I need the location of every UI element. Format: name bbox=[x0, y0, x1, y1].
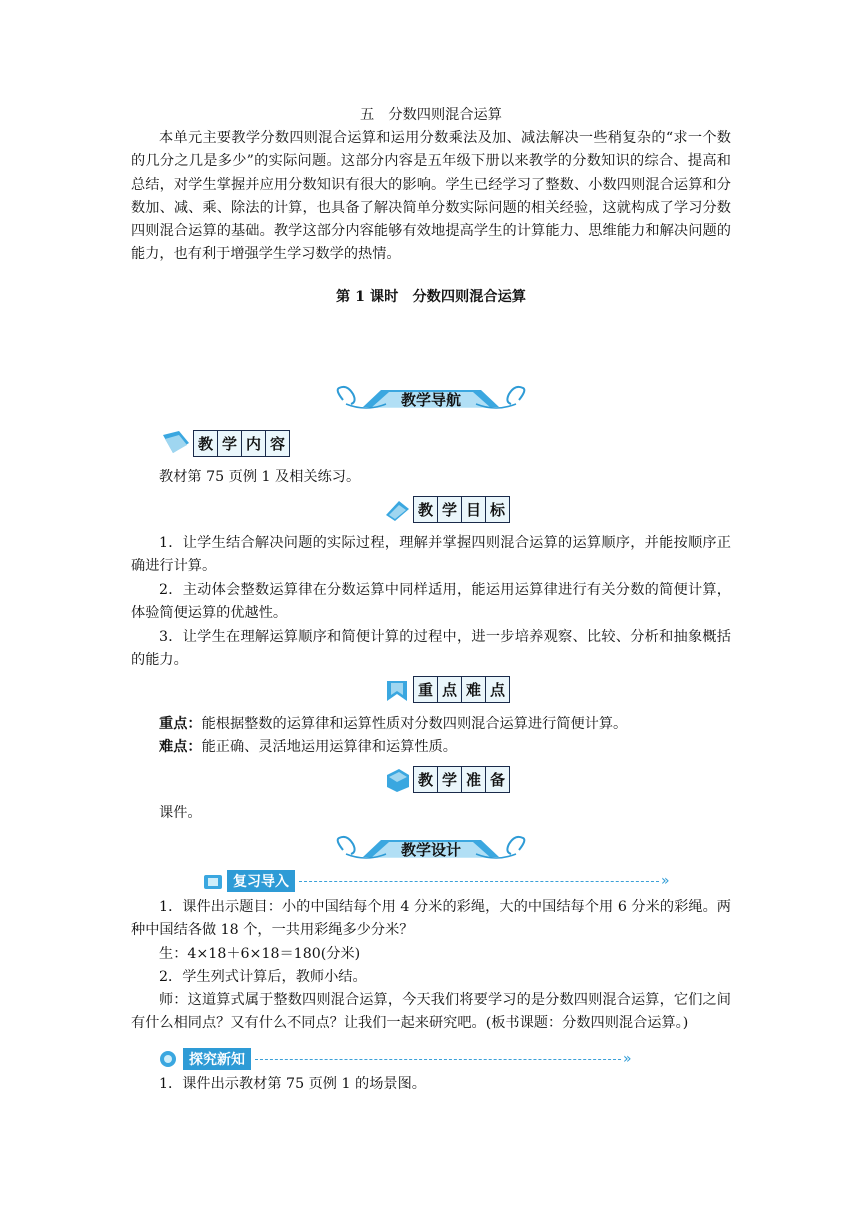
dashed-line bbox=[255, 1059, 621, 1060]
dashed-line bbox=[299, 881, 659, 882]
design-ribbon-label: 教学设计 bbox=[400, 841, 461, 859]
design-ribbon bbox=[131, 830, 731, 870]
content-text: 教材第 75 页例 1 及相关练习。 bbox=[159, 469, 361, 485]
double-chevron-icon: » bbox=[623, 1051, 632, 1067]
review-icon bbox=[201, 870, 227, 892]
explore-header bbox=[157, 1048, 632, 1070]
goal-item: 3．让学生在理解运算顺序和简便计算的过程中，进一步培养观察、比较、分析和抽象概括的能力。 bbox=[131, 629, 731, 669]
bookmark-icon bbox=[383, 677, 413, 703]
unit-title: 五 分数四则混合运算 bbox=[360, 107, 502, 123]
difficulty-point: 难点：能正确、灵活地运用运算律和运算性质。 bbox=[159, 739, 457, 755]
goals-box: 教 学 目 标 bbox=[413, 496, 510, 523]
cube-icon bbox=[383, 767, 413, 793]
goal-item: 1．让学生结合解决问题的实际过程，理解并掌握四则混合运算的运算顺序，并能按顺序正确进行计算。 bbox=[131, 535, 731, 575]
prep-header bbox=[383, 766, 510, 793]
nav-ribbon bbox=[131, 380, 731, 420]
goal-item: 2．主动体会整数运算律在分数运算中同样适用，能运用运算律进行有关分数的简便计算，体验简便运算的优越性。 bbox=[131, 582, 731, 622]
explore-item: 1．课件出示教材第 75 页例 1 的场景图。 bbox=[159, 1076, 426, 1092]
key-box: 重 点 难 点 bbox=[413, 676, 510, 703]
goals-header bbox=[383, 496, 510, 523]
prep-box: 教 学 准 备 bbox=[413, 766, 510, 793]
review-item: 1．课件出示题目：小的中国结每个用 4 分米的彩绳，大的中国结每个用 6 分米的彩绳。两种中国结各做 18 个，一共用彩绳多少分米？ bbox=[131, 899, 731, 939]
explore-icon bbox=[157, 1048, 183, 1070]
review-tag: 复习导入 bbox=[227, 870, 295, 892]
nav-ribbon-label: 教学导航 bbox=[400, 391, 461, 409]
pencil-icon bbox=[383, 497, 413, 523]
book-icon bbox=[159, 429, 193, 457]
review-item: 2．学生列式计算后，教师小结。 bbox=[159, 969, 367, 985]
prep-text: 课件。 bbox=[159, 805, 202, 821]
explore-tag: 探究新知 bbox=[183, 1048, 251, 1070]
key-header bbox=[383, 676, 510, 703]
content-box: 教 学 内 容 bbox=[193, 430, 290, 457]
intro-paragraph: 本单元主要教学分数四则混合运算和运用分数乘法及加、减法解决一些稍复杂的“求一个数的几分之几是多少”的实际问题。这部分内容是五年级下册以来教学的分数知识的综合、提高和总结，对学生掌握并应用分数知识有很大的影响。学生已经学习了整数、小数四则混合运算和分数加、减、乘、除法的计算，也具备了解决简单分数实际问题的相关经验，这就构成了学习分数四则混合运算的基础。教学这部分内容能够有效地提高学生的计算能力、思维能力和解决问题的能力，也有利于增强学生学习数学的热情。 bbox=[131, 130, 731, 263]
review-item: 师：这道算式属于整数四则混合运算，今天我们将要学习的是分数四则混合运算，它们之间有什么相同点？又有什么不同点？让我们一起来研究吧。(板书课题：分数四则混合运算。) bbox=[131, 992, 731, 1032]
review-item: 生：4×18＋6×18＝180(分米) bbox=[159, 946, 361, 962]
lesson-title: 第 1 课时 分数四则混合运算 bbox=[335, 289, 526, 305]
double-chevron-icon: » bbox=[661, 873, 670, 889]
review-header bbox=[201, 870, 670, 892]
key-point: 重点：能根据整数的运算律和运算性质对分数四则混合运算进行简便计算。 bbox=[159, 716, 628, 732]
content-header bbox=[159, 429, 290, 457]
